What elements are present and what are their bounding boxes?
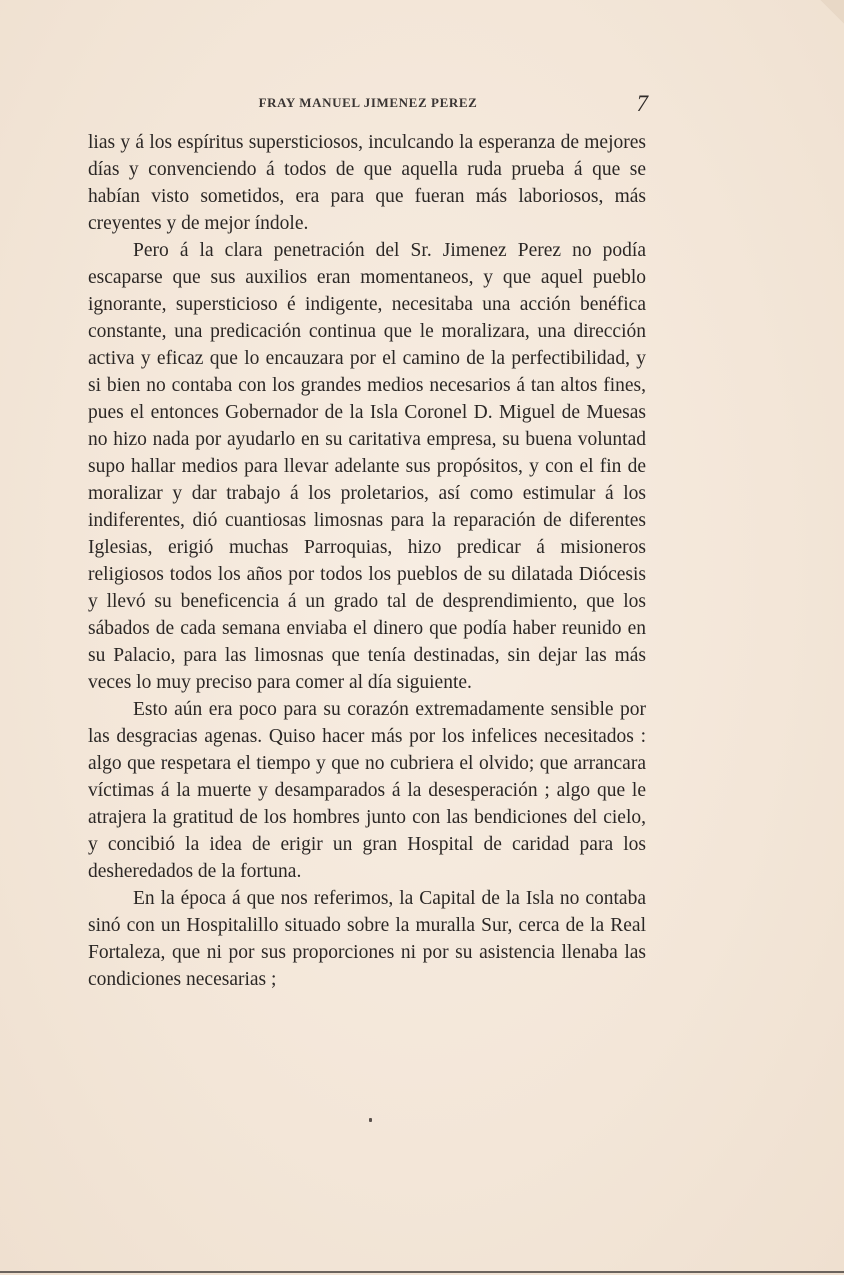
paragraph-3: Esto aún era poco para su corazón extremadamente sensible por las desgracias agenas. Quiso hacer más por los infelices necesitados : algo que respetara el tiempo y que no cubriera el olvido; que arrancara víctimas á la muerte y desamparados á la desesperación ; algo que le atrajera la gratitud de los hombres junto con las bendiciones del cielo, y concibió la idea de erigir un gran Hospital de caridad para los desheredados de la fortuna. [88, 699, 646, 882]
page-corner [818, 0, 844, 26]
body-text [88, 129, 646, 993]
paragraph-1: lias y á los espíritus supersticiosos, inculcando la esperanza de mejores días y convenciendo á todos de que aquella ruda prueba á que se habían visto sometidos, era para que fueran más laboriosos, más creyentes y de mejor índole. [88, 132, 646, 234]
paragraph-4: En la época á que nos referimos, la Capital de la Isla no contaba sinó con un Hospitalillo situado sobre la muralla Sur, cerca de la Real Fortaleza, que ni por sus proporciones ni por su asistencia llenaba las condiciones necesarias ; [88, 888, 646, 990]
ink-speck [369, 1118, 372, 1122]
page-number: 7 [636, 91, 648, 116]
scan-edge-line [0, 1271, 844, 1273]
running-header [88, 93, 648, 117]
running-title: FRAY MANUEL JIMENEZ PEREZ [258, 95, 478, 110]
paragraph-2: Pero á la clara penetración del Sr. Jimenez Perez no podía escaparse que sus auxilios eran momentaneos, y que aquel pueblo ignorante, supersticioso é indigente, necesitaba una acción benéfica constante, una predicación continua que le moralizara, una dirección activa y eficaz que lo encauzara por el camino de la perfectibilidad, y si bien no contaba con los grandes medios necesarios á tan altos fines, pues el entonces Gobernador de la Isla Coronel D. Miguel de Muesas no hizo nada por ayudarlo en su caritativa empresa, su buena voluntad supo hallar medios para llevar adelante sus propósitos, y con el fin de moralizar y dar trabajo á los proletarios, así como estimular á los indiferentes, dió cuantiosas limosnas para la reparación de diferentes Iglesias, erigió muchas Parroquias, hizo predicar á misioneros religiosos todos los años por todos los pueblos de su dilatada Diócesis y llevó su beneficencia á un grado tal de desprendimiento, que los sábados de cada semana enviaba el dinero que podía haber reunido en su Palacio, para las limosnas que tenía destinadas, sin dejar las más veces lo muy preciso para comer al día siguiente. [88, 240, 646, 693]
